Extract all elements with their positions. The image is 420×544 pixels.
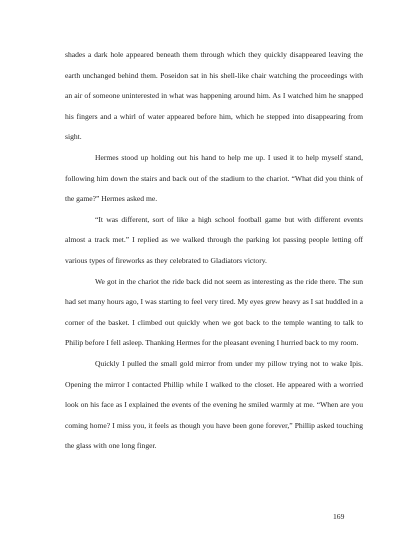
paragraph: Hermes stood up holding out his hand to help me up. I used it to help myself stand, following him down the stairs and back out of the stadium to the chariot. “What did you think of the game?” Hermes asked me. bbox=[65, 152, 363, 204]
paragraph: Quickly I pulled the small gold mirror from under my pillow trying not to wake Ipis. Opening the mirror I contacted Phillip while I walked to the closet. He appeared with a worried look on his face as I explained the events of the evening he smiled warmly at me. “When are you coming home? I miss you, it feels as though you have been gone forever,” Phillip asked touching the glass with one long finger. bbox=[65, 358, 363, 451]
body-text bbox=[65, 45, 363, 457]
paragraph: “It was different, sort of like a high school football game but with different events almost a track met.” I replied as we walked through the parking lot passing people letting off various types of fireworks as they celebrated to Gladiators victory. bbox=[65, 214, 363, 265]
paragraph: We got in the chariot the ride back did not seem as interesting as the ride there. The sun had set many hours ago, I was starting to feel very tired. My eyes grew heavy as I sat huddled in a corner of the basket. I climbed out quickly when we got back to the temple wanting to talk to Philip before I fell asleep. Thanking Hermes for the pleasant evening I hurried back to my room. bbox=[65, 276, 363, 348]
page-number: 169 bbox=[333, 512, 345, 521]
paragraph-continuation: shades a dark hole appeared beneath them through which they quickly disappeared leaving the earth unchanged behind them. Poseidon sat in his shell-like chair watching the proceedings with an air of someone uninterested in what was happening around him. As I watched him he snapped his fingers and a whirl of water appeared before him, which he stepped into disappearing from sight. bbox=[65, 50, 363, 142]
